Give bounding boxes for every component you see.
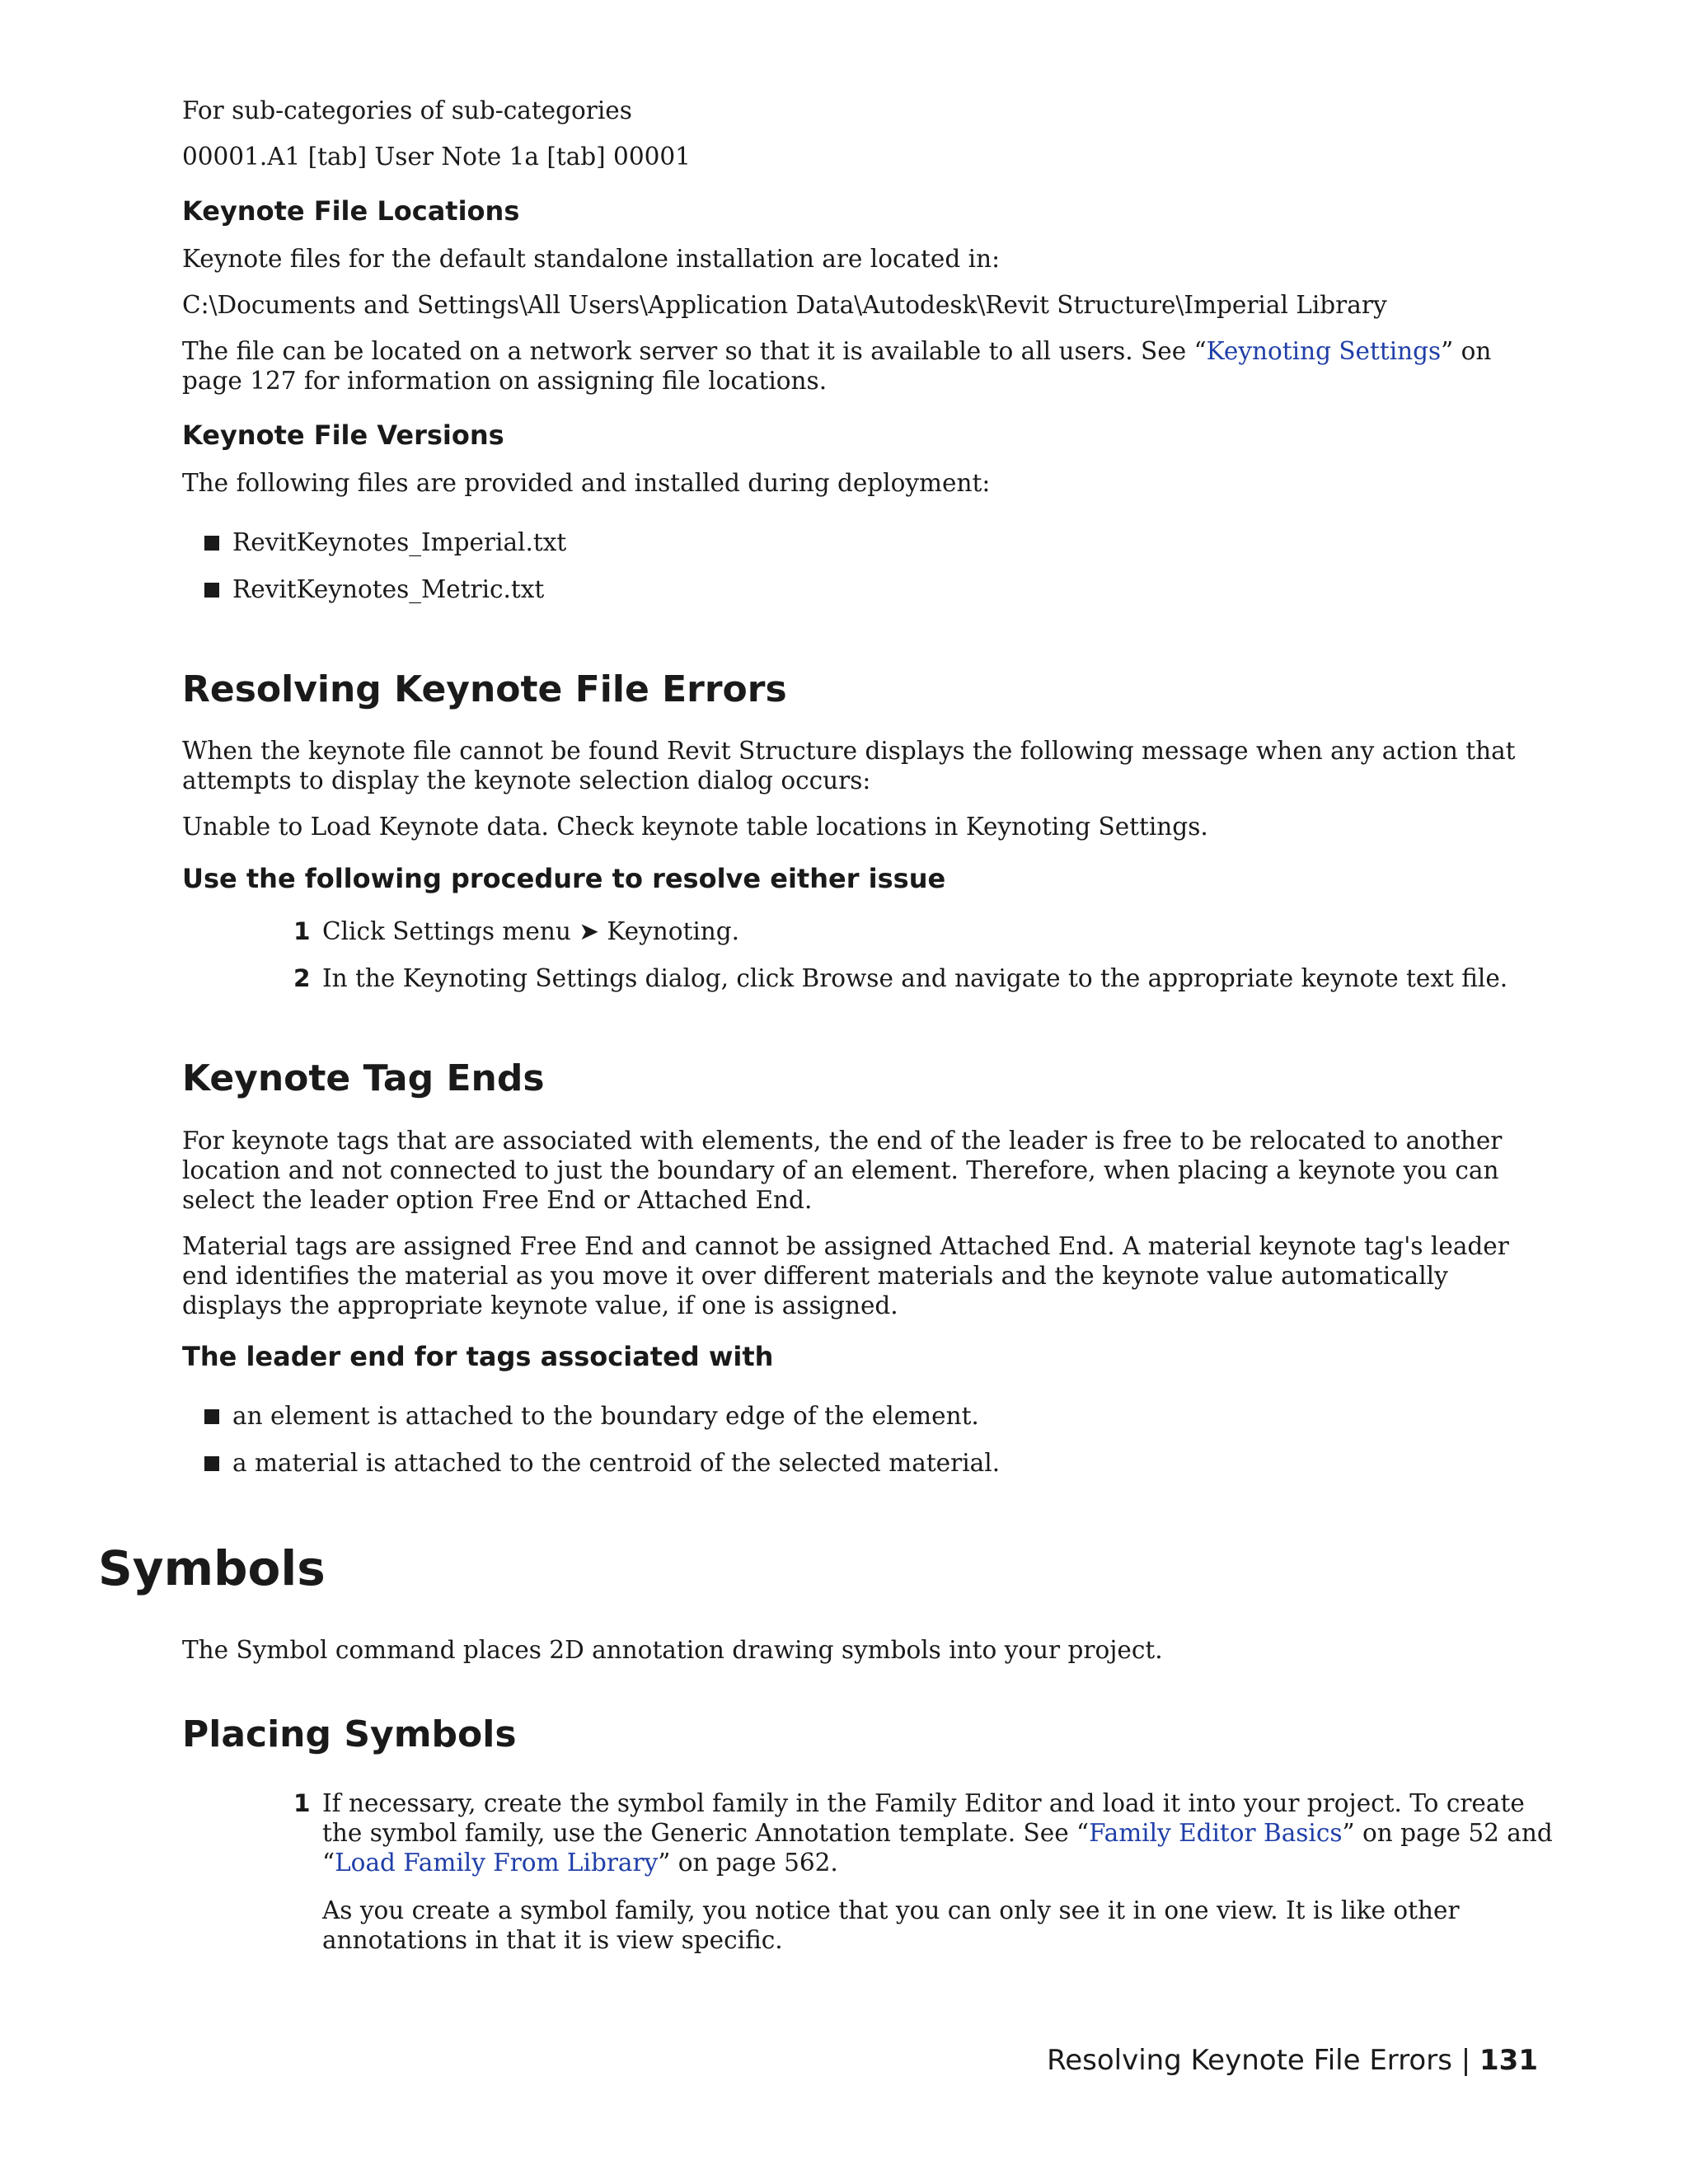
load-family-from-library-link[interactable]: Load Family From Library [335,1849,659,1877]
locations-heading: Keynote File Locations [182,195,520,227]
bullet-text: an element is attached to the boundary edge of the element. [232,1402,979,1430]
page-footer [1047,2042,1538,2079]
bullet-square-icon [204,1409,219,1424]
list-item [204,1401,979,1431]
locations-path: C:\Documents and Settings\All Users\Application Data\Autodesk\Revit Structure\Imperial Library [182,291,1387,319]
family-editor-basics-link[interactable]: Family Editor Basics [1089,1819,1343,1847]
placing-heading: Placing Symbols [182,1713,517,1755]
list-item [204,574,544,604]
tag-ends-paragraph-1: For keynote tags that are associated with elements, the end of the leader is free to be relocated to another location and not connected to just the boundary of an element. Therefore, when placing a keynote you can select the leader option Free End or Attached End. [182,1127,1503,1214]
step-number: 1 [293,1789,311,1817]
list-item [204,527,566,557]
placing-note: As you create a symbol family, you notice that you can only see it in one view. It is like other annotations in that it is view specific. [322,1896,1460,1954]
step-text-after: ” on page 562. [658,1849,838,1877]
step-number: 2 [293,964,311,992]
bullet-square-icon [204,583,219,598]
placing-step [293,1788,1571,1877]
tag-ends-paragraph-2: Material tags are assigned Free End and cannot be assigned Attached End. A material keynote tag's leader end identifies the material as you move it over different materials and the keynote value automatically displays the appropriate keynote value, if one is assigned. [182,1232,1509,1319]
resolving-paragraph: When the keynote file cannot be found Revit Structure displays the following message when any action that attempts to display the keynote selection dialog occurs: [182,737,1516,794]
bullet-square-icon [204,1456,219,1471]
versions-paragraph: The following files are provided and installed during deployment: [182,469,991,497]
page-number: 131 [1479,2044,1538,2077]
intro-line-1: For sub-categories of sub-categories [182,96,632,124]
procedure-step [293,963,1507,993]
footer-separator: | [1461,2044,1471,2077]
step-text: In the Keynoting Settings dialog, click Browse and navigate to the appropriate keynote text file. [322,964,1508,992]
locations-paragraph: Keynote files for the default standalone installation are located in: [182,245,1001,273]
bullet-text: a material is attached to the centroid of the selected material. [232,1449,1001,1477]
list-item [204,1448,1000,1478]
procedure-step [293,916,739,946]
resolving-heading: Resolving Keynote File Errors [182,668,787,710]
locations-network-text-after: ” on page 127 for information on assigning file locations. [182,337,1492,395]
locations-network-paragraph [182,336,1542,396]
footer-title: Resolving Keynote File Errors [1047,2044,1452,2077]
keynoting-settings-link[interactable]: Keynoting Settings [1206,337,1442,365]
step-number: 1 [293,917,311,945]
locations-network-text-before: The file can be located on a network server so that it is available to all users. See “ [182,337,1207,365]
file-name: RevitKeynotes_Imperial.txt [232,528,567,556]
symbols-paragraph: The Symbol command places 2D annotation drawing symbols into your project. [182,1636,1163,1664]
file-name: RevitKeynotes_Metric.txt [232,575,545,603]
intro-line-2: 00001.A1 [tab] User Note 1a [tab] 00001 [182,143,691,171]
bullet-square-icon [204,536,219,551]
step-text: Click Settings menu ➤ Keynoting. [322,917,740,945]
resolving-message: Unable to Load Keynote data. Check keynote table locations in Keynoting Settings. [182,813,1208,841]
tag-ends-heading: Keynote Tag Ends [182,1057,545,1099]
procedure-heading: Use the following procedure to resolve either issue [182,863,946,894]
step-text-middle: ” on page 52 and “ [322,1819,1553,1877]
step-text-before: If necessary, create the symbol family in the Family Editor and load it into your project. To create the symbol family, use the Generic Annotation template. See “ [322,1789,1525,1847]
versions-heading: Keynote File Versions [182,419,504,451]
symbols-heading: Symbols [98,1540,326,1596]
leader-end-heading: The leader end for tags associated with [182,1341,774,1372]
